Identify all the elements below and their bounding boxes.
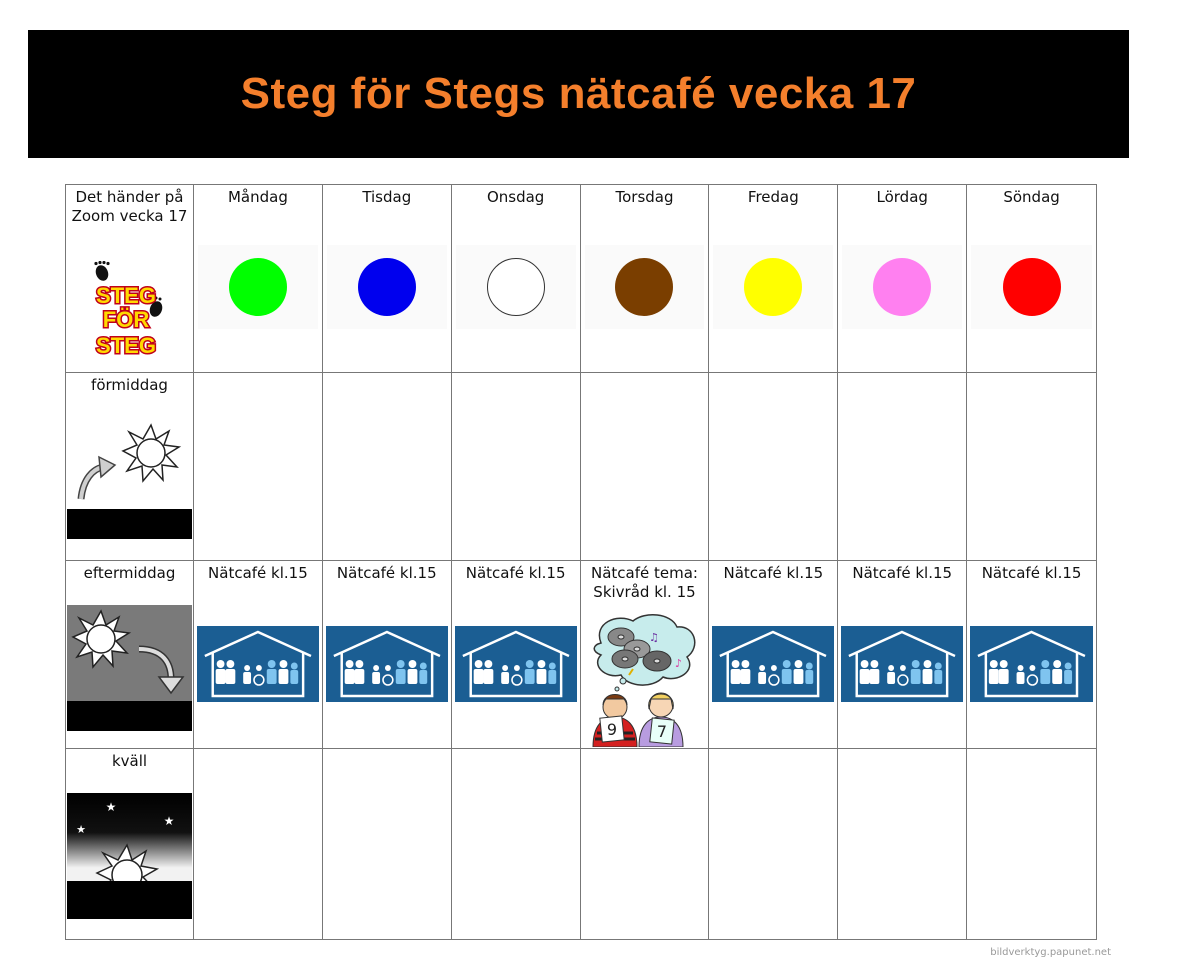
logo-text-line-1: STEG bbox=[96, 283, 156, 308]
slot-thursday-evening bbox=[581, 749, 710, 939]
day-name: Tisdag bbox=[362, 188, 412, 206]
day-color-dot bbox=[358, 258, 416, 316]
activity-label: Nätcafé kl.15 bbox=[852, 564, 953, 582]
record-score-right: 7 bbox=[656, 722, 667, 741]
slot-friday-morning bbox=[709, 373, 838, 561]
day-header-friday bbox=[709, 185, 838, 373]
activity-label: Nätcafé kl.15 bbox=[981, 564, 1082, 582]
period-afternoon bbox=[66, 561, 194, 749]
net-cafe-icon bbox=[455, 626, 577, 702]
activity-label: Nätcafé kl.15 bbox=[723, 564, 824, 582]
sunrise-icon bbox=[67, 417, 192, 539]
net-cafe-icon bbox=[841, 626, 963, 702]
period-label: förmiddag bbox=[91, 376, 168, 394]
record-review-icon bbox=[587, 613, 703, 747]
period-evening bbox=[66, 749, 194, 939]
svg-text:♪: ♪ bbox=[674, 657, 682, 670]
day-color-dot bbox=[615, 258, 673, 316]
activity-label: Nätcafé kl.15 bbox=[336, 564, 437, 582]
slot-wednesday-morning bbox=[452, 373, 581, 561]
svg-text:★: ★ bbox=[105, 800, 117, 814]
slot-tuesday-evening bbox=[323, 749, 452, 939]
slot-saturday-morning bbox=[838, 373, 967, 561]
sunset-icon bbox=[67, 605, 192, 731]
slot-saturday-afternoon bbox=[838, 561, 967, 749]
slot-wednesday-afternoon bbox=[452, 561, 581, 749]
logo-text-line-2: FÖR bbox=[102, 307, 150, 332]
day-header-tuesday bbox=[323, 185, 452, 373]
day-name: Onsdag bbox=[486, 188, 545, 206]
slot-friday-evening bbox=[709, 749, 838, 939]
day-header-thursday bbox=[581, 185, 710, 373]
slot-sunday-afternoon bbox=[967, 561, 1096, 749]
slot-sunday-morning bbox=[967, 373, 1096, 561]
slot-tuesday-morning bbox=[323, 373, 452, 561]
day-header-saturday bbox=[838, 185, 967, 373]
day-color-dot bbox=[1003, 258, 1061, 316]
steg-for-steg-logo bbox=[90, 261, 168, 361]
activity-label: Nätcafé kl.15 bbox=[465, 564, 566, 582]
svg-text:★: ★ bbox=[76, 823, 86, 836]
day-name: Måndag bbox=[227, 188, 288, 206]
slot-monday-afternoon bbox=[194, 561, 323, 749]
net-cafe-icon bbox=[326, 626, 448, 702]
slot-monday-morning bbox=[194, 373, 323, 561]
corner-cell bbox=[66, 185, 194, 373]
period-label: kväll bbox=[111, 752, 148, 770]
corner-label: Det händer på Zoom vecka 17 bbox=[71, 188, 188, 225]
footer-credit: bildverktyg.papunet.net bbox=[990, 947, 1111, 958]
logo-text-line-3: STEG bbox=[96, 333, 156, 358]
period-morning bbox=[66, 373, 194, 561]
slot-friday-afternoon bbox=[709, 561, 838, 749]
title-banner bbox=[28, 30, 1129, 158]
week-schedule bbox=[65, 184, 1097, 940]
svg-text:★: ★ bbox=[163, 814, 175, 828]
day-color-dot bbox=[229, 258, 287, 316]
period-label: eftermiddag bbox=[83, 564, 176, 582]
net-cafe-icon bbox=[197, 626, 319, 702]
day-header-sunday bbox=[967, 185, 1096, 373]
page-title: Steg för Stegs nätcafé vecka 17 bbox=[240, 69, 917, 118]
slot-thursday-afternoon bbox=[581, 561, 710, 749]
day-name: Torsdag bbox=[615, 188, 674, 206]
slot-saturday-evening bbox=[838, 749, 967, 939]
svg-text:♫: ♫ bbox=[648, 631, 659, 644]
activity-label: Nätcafé tema: Skivråd kl. 15 bbox=[591, 564, 698, 601]
day-name: Fredag bbox=[747, 188, 799, 206]
day-color-dot bbox=[873, 258, 931, 316]
activity-label: Nätcafé kl.15 bbox=[208, 564, 308, 582]
slot-thursday-morning bbox=[581, 373, 710, 561]
slot-sunday-evening bbox=[967, 749, 1096, 939]
day-header-wednesday bbox=[452, 185, 581, 373]
day-name: Söndag bbox=[1003, 188, 1060, 206]
slot-wednesday-evening bbox=[452, 749, 581, 939]
day-name: Lördag bbox=[876, 188, 928, 206]
day-header-monday bbox=[194, 185, 323, 373]
night-icon bbox=[67, 793, 192, 919]
day-color-dot bbox=[487, 258, 545, 316]
slot-monday-evening bbox=[194, 749, 323, 939]
record-score-left: 9 bbox=[606, 720, 617, 739]
net-cafe-icon bbox=[712, 626, 834, 702]
slot-tuesday-afternoon bbox=[323, 561, 452, 749]
net-cafe-icon bbox=[970, 626, 1093, 702]
day-color-dot bbox=[744, 258, 802, 316]
